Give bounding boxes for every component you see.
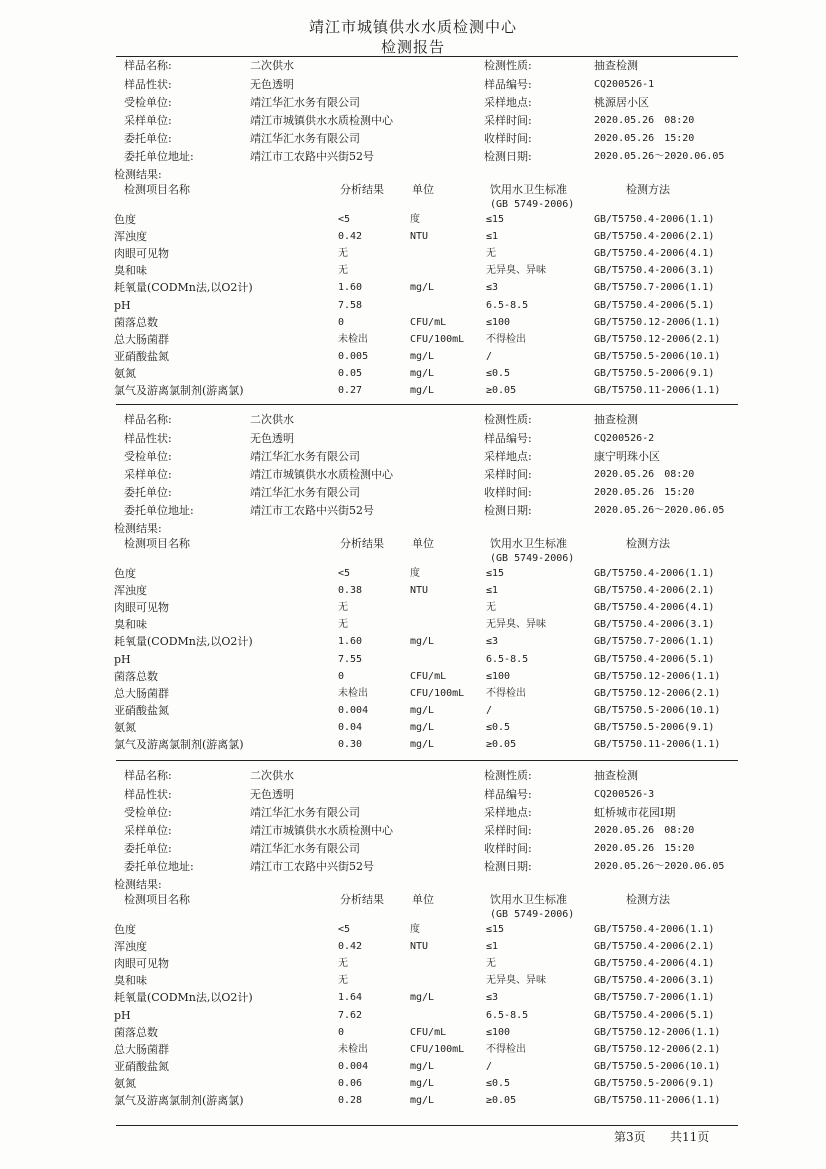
info-label: 委托单位: xyxy=(124,132,172,145)
info-label: 收样时间: xyxy=(484,132,532,145)
test-method: GB/T5750.12-2006(2.1) xyxy=(594,333,721,345)
info-value: 2020.05.26～2020.06.05 xyxy=(594,505,725,516)
test-method: GB/T5750.4-2006(3.1) xyxy=(594,619,715,631)
section-divider xyxy=(116,760,738,761)
test-standard: ≤0.5 xyxy=(486,367,511,379)
info-label: 采样地点: xyxy=(484,96,532,109)
test-method: GB/T5750.5-2006(10.1) xyxy=(594,1060,721,1072)
test-method: GB/T5750.4-2006(2.1) xyxy=(594,941,715,953)
info-label: 受检单位: xyxy=(124,450,172,463)
test-result: <5 xyxy=(338,214,351,225)
info-label: 委托单位: xyxy=(124,486,172,499)
test-method: GB/T5750.5-2006(9.1) xyxy=(594,1077,715,1089)
report-subtitle: 检测报告 xyxy=(380,38,445,56)
info-value: 靖江华汇水务有限公司 xyxy=(250,450,360,463)
test-standard: 无异臭、异味 xyxy=(486,265,546,277)
info-value: CQ200526-2 xyxy=(594,433,655,444)
test-standard: ≥0.05 xyxy=(486,385,517,396)
info-label: 样品性状: xyxy=(124,432,172,445)
test-item: 菌落总数 xyxy=(114,669,158,683)
column-header: 饮用水卫生标准 xyxy=(490,537,567,550)
test-result: 无 xyxy=(338,248,348,260)
info-label: 委托单位地址: xyxy=(124,150,194,163)
test-item: 浑浊度 xyxy=(114,940,147,954)
column-header: 检测项目名称 xyxy=(124,537,190,550)
test-method: GB/T5750.4-2006(3.1) xyxy=(594,265,715,277)
info-value: 二次供水 xyxy=(250,769,294,782)
test-method: GB/T5750.5-2006(10.1) xyxy=(594,350,721,362)
info-value: 二次供水 xyxy=(250,413,294,426)
test-method: GB/T5750.12-2006(2.1) xyxy=(594,1043,721,1055)
info-label: 采样地点: xyxy=(484,450,532,463)
test-method: GB/T5750.11-2006(1.1) xyxy=(594,1095,721,1106)
info-label: 样品名称: xyxy=(124,59,172,72)
info-label: 采样地点: xyxy=(484,806,532,819)
test-item: 耗氧量(CODMn法,以O2计) xyxy=(114,991,253,1005)
test-unit: mg/L xyxy=(410,739,435,750)
column-header: 检测方法 xyxy=(626,893,670,906)
test-unit: NTU xyxy=(410,941,429,953)
info-value: 2020.05.26 15:20 xyxy=(594,843,695,854)
test-method: GB/T5750.4-2006(4.1) xyxy=(594,248,715,260)
info-value: 靖江市工农路中兴街52号 xyxy=(250,504,374,517)
info-label: 采样时间: xyxy=(484,824,532,837)
test-item: 臭和味 xyxy=(114,264,147,278)
info-value: 靖江华汇水务有限公司 xyxy=(250,806,360,819)
column-header: 单位 xyxy=(412,183,434,196)
info-value: 无色透明 xyxy=(250,432,294,445)
info-value: 2020.05.26 08:20 xyxy=(594,469,695,480)
info-label: 受检单位: xyxy=(124,96,172,109)
test-item: 色度 xyxy=(114,567,136,580)
column-header: 饮用水卫生标准 xyxy=(490,183,567,196)
test-result: 0.38 xyxy=(338,585,363,597)
test-standard: 无异臭、异味 xyxy=(486,619,546,631)
info-value: 2020.05.26 08:20 xyxy=(594,825,695,836)
info-value: 靖江华汇水务有限公司 xyxy=(250,486,360,499)
column-header: (GB 5749-2006) xyxy=(490,909,575,920)
test-unit: mg/L xyxy=(410,992,435,1004)
test-item: 亚硝酸盐氮 xyxy=(114,349,169,363)
test-result: 0.42 xyxy=(338,231,363,243)
test-result: 0.27 xyxy=(338,385,363,396)
test-method: GB/T5750.4-2006(4.1) xyxy=(594,958,715,970)
test-standard: ≤3 xyxy=(486,636,499,648)
column-header: 检测方法 xyxy=(626,183,670,196)
test-result: 无 xyxy=(338,602,348,614)
test-item: 肉眼可见物 xyxy=(114,601,169,615)
test-method: GB/T5750.5-2006(10.1) xyxy=(594,704,721,716)
test-method: GB/T5750.4-2006(3.1) xyxy=(594,975,715,987)
test-item: 浑浊度 xyxy=(114,584,147,598)
info-value: 靖江华汇水务有限公司 xyxy=(250,132,360,145)
info-value: 2020.05.26 15:20 xyxy=(594,487,695,498)
test-unit: mg/L xyxy=(410,282,435,294)
sample-section xyxy=(0,767,826,1123)
column-header: 检测项目名称 xyxy=(124,893,190,906)
column-header: 检测方法 xyxy=(626,537,670,550)
test-result: 0 xyxy=(338,670,345,682)
info-label: 样品编号: xyxy=(484,432,532,445)
test-item: 亚硝酸盐氮 xyxy=(114,1059,169,1073)
test-item: 色度 xyxy=(114,213,136,226)
test-standard: ≥0.05 xyxy=(486,1095,517,1106)
test-item: 耗氧量(CODMn法,以O2计) xyxy=(114,635,253,649)
test-item: 肉眼可见物 xyxy=(114,247,169,261)
page-total: 共11页 xyxy=(670,1130,710,1144)
info-value: 无色透明 xyxy=(250,788,294,801)
test-result: 0.04 xyxy=(338,721,363,733)
test-item: pH xyxy=(114,298,131,312)
test-item: 臭和味 xyxy=(114,974,147,988)
test-unit: CFU/mL xyxy=(410,1026,447,1038)
info-value: 靖江市城镇供水水质检测中心 xyxy=(250,468,393,481)
test-method: GB/T5750.4-2006(2.1) xyxy=(594,585,715,597)
test-unit: mg/L xyxy=(410,1095,435,1106)
test-standard: ≤3 xyxy=(486,282,499,294)
test-method: GB/T5750.4-2006(5.1) xyxy=(594,1009,715,1021)
column-header: 单位 xyxy=(412,537,434,550)
info-value: 桃源居小区 xyxy=(594,96,649,109)
sample-section xyxy=(0,57,826,413)
info-label: 检测性质: xyxy=(484,59,532,72)
test-item: 总大肠菌群 xyxy=(114,332,169,346)
info-value: 靖江市工农路中兴街52号 xyxy=(250,860,374,873)
info-label: 委托单位地址: xyxy=(124,860,194,873)
test-standard: 无 xyxy=(486,958,496,970)
test-method: GB/T5750.4-2006(5.1) xyxy=(594,299,715,311)
test-method: GB/T5750.7-2006(1.1) xyxy=(594,636,715,648)
report-title: 靖江市城镇供水水质检测中心 xyxy=(308,18,517,36)
results-label: 检测结果: xyxy=(114,522,162,535)
test-result: 1.60 xyxy=(338,636,363,648)
info-value: 康宁明珠小区 xyxy=(594,450,660,463)
test-method: GB/T5750.4-2006(5.1) xyxy=(594,653,715,665)
bottom-rule xyxy=(116,1125,738,1126)
test-method: GB/T5750.4-2006(4.1) xyxy=(594,602,715,614)
info-value: 2020.05.26 08:20 xyxy=(594,115,695,126)
column-header: 分析结果 xyxy=(340,893,384,906)
test-unit: CFU/100mL xyxy=(410,687,465,699)
info-value: 虹桥城市花园Ⅰ期 xyxy=(594,806,676,819)
test-method: GB/T5750.11-2006(1.1) xyxy=(594,739,721,750)
info-label: 检测日期: xyxy=(484,504,532,517)
test-unit: NTU xyxy=(410,585,429,597)
test-standard: ≤1 xyxy=(486,231,499,243)
test-method: GB/T5750.4-2006(1.1) xyxy=(594,568,715,579)
info-label: 采样时间: xyxy=(484,468,532,481)
test-result: 0.42 xyxy=(338,941,363,953)
test-standard: 6.5-8.5 xyxy=(486,299,529,311)
test-unit: 度 xyxy=(410,214,420,225)
sample-section xyxy=(0,411,826,767)
info-label: 样品名称: xyxy=(124,413,172,426)
test-result: 7.55 xyxy=(338,653,363,665)
test-result: 7.62 xyxy=(338,1009,363,1021)
test-unit: CFU/100mL xyxy=(410,1043,465,1055)
test-standard: ≤15 xyxy=(486,214,505,225)
info-value: 靖江华汇水务有限公司 xyxy=(250,96,360,109)
test-unit: mg/L xyxy=(410,721,435,733)
info-label: 样品名称: xyxy=(124,769,172,782)
test-method: GB/T5750.7-2006(1.1) xyxy=(594,282,715,294)
test-standard: / xyxy=(486,1060,493,1072)
info-value: 靖江市城镇供水水质检测中心 xyxy=(250,824,393,837)
test-method: GB/T5750.5-2006(9.1) xyxy=(594,721,715,733)
info-value: 靖江华汇水务有限公司 xyxy=(250,842,360,855)
info-value: 2020.05.26～2020.06.05 xyxy=(594,861,725,872)
info-value: 靖江市城镇供水水质检测中心 xyxy=(250,114,393,127)
test-item: 总大肠菌群 xyxy=(114,1042,169,1056)
info-label: 委托单位: xyxy=(124,842,172,855)
column-header: 分析结果 xyxy=(340,537,384,550)
test-item: 氯气及游离氯制剂(游离氯) xyxy=(114,384,244,397)
test-result: 0.30 xyxy=(338,739,363,750)
test-method: GB/T5750.4-2006(1.1) xyxy=(594,924,715,935)
info-label: 检测日期: xyxy=(484,150,532,163)
test-item: 浑浊度 xyxy=(114,230,147,244)
test-result: 1.64 xyxy=(338,992,363,1004)
test-standard: ≥0.05 xyxy=(486,739,517,750)
test-unit: mg/L xyxy=(410,704,435,716)
test-standard: / xyxy=(486,350,493,362)
info-label: 检测性质: xyxy=(484,769,532,782)
info-value: 靖江市工农路中兴街52号 xyxy=(250,150,374,163)
info-value: CQ200526-3 xyxy=(594,789,655,800)
test-method: GB/T5750.12-2006(1.1) xyxy=(594,670,721,682)
test-result: 0 xyxy=(338,316,345,328)
test-result: <5 xyxy=(338,924,351,935)
results-label: 检测结果: xyxy=(114,168,162,181)
test-item: 色度 xyxy=(114,923,136,936)
info-label: 采样时间: xyxy=(484,114,532,127)
test-result: 0 xyxy=(338,1026,345,1038)
info-label: 样品性状: xyxy=(124,78,172,91)
test-method: GB/T5750.12-2006(1.1) xyxy=(594,1026,721,1038)
test-item: 耗氧量(CODMn法,以O2计) xyxy=(114,281,253,295)
column-header: 饮用水卫生标准 xyxy=(490,893,567,906)
test-standard: ≤3 xyxy=(486,992,499,1004)
test-standard: ≤1 xyxy=(486,941,499,953)
test-standard: 无 xyxy=(486,248,496,260)
info-label: 样品性状: xyxy=(124,788,172,801)
test-standard: 不得检出 xyxy=(486,687,526,699)
section-divider xyxy=(116,404,738,405)
test-item: 肉眼可见物 xyxy=(114,957,169,971)
test-unit: mg/L xyxy=(410,350,435,362)
test-result: <5 xyxy=(338,568,351,579)
info-label: 受检单位: xyxy=(124,806,172,819)
test-standard: ≤0.5 xyxy=(486,721,511,733)
test-item: pH xyxy=(114,1008,131,1022)
test-result: 0.005 xyxy=(338,350,369,362)
test-standard: / xyxy=(486,704,493,716)
test-standard: ≤15 xyxy=(486,568,505,579)
info-value: 抽查检测 xyxy=(594,769,638,782)
test-item: 臭和味 xyxy=(114,618,147,632)
test-standard: 6.5-8.5 xyxy=(486,1009,529,1021)
test-method: GB/T5750.12-2006(1.1) xyxy=(594,316,721,328)
info-value: 抽查检测 xyxy=(594,59,638,72)
column-header: (GB 5749-2006) xyxy=(490,199,575,210)
test-method: GB/T5750.4-2006(1.1) xyxy=(594,214,715,225)
test-result: 0.004 xyxy=(338,1060,369,1072)
test-item: 菌落总数 xyxy=(114,315,158,329)
test-result: 0.05 xyxy=(338,367,363,379)
test-item: 氯气及游离氯制剂(游离氯) xyxy=(114,738,244,751)
info-label: 样品编号: xyxy=(484,78,532,91)
info-value: 抽查检测 xyxy=(594,413,638,426)
test-standard: 不得检出 xyxy=(486,333,526,345)
test-standard: 无异臭、异味 xyxy=(486,975,546,987)
test-unit: NTU xyxy=(410,231,429,243)
test-result: 无 xyxy=(338,619,348,631)
test-item: pH xyxy=(114,652,131,666)
test-unit: 度 xyxy=(410,924,420,935)
page-number: 第3页 xyxy=(614,1130,646,1144)
test-method: GB/T5750.12-2006(2.1) xyxy=(594,687,721,699)
test-unit: CFU/mL xyxy=(410,670,447,682)
test-result: 1.60 xyxy=(338,282,363,294)
test-unit: mg/L xyxy=(410,385,435,396)
test-unit: CFU/mL xyxy=(410,316,447,328)
test-result: 无 xyxy=(338,958,348,970)
test-standard: ≤100 xyxy=(486,1026,511,1038)
test-result: 0.004 xyxy=(338,704,369,716)
test-standard: 不得检出 xyxy=(486,1043,526,1055)
test-item: 菌落总数 xyxy=(114,1025,158,1039)
test-method: GB/T5750.7-2006(1.1) xyxy=(594,992,715,1004)
test-standard: ≤100 xyxy=(486,670,511,682)
test-result: 无 xyxy=(338,975,348,987)
test-method: GB/T5750.11-2006(1.1) xyxy=(594,385,721,396)
test-item: 氯气及游离氯制剂(游离氯) xyxy=(114,1094,244,1107)
test-unit: mg/L xyxy=(410,636,435,648)
info-label: 采样单位: xyxy=(124,468,172,481)
results-label: 检测结果: xyxy=(114,878,162,891)
test-result: 未检出 xyxy=(338,1043,368,1055)
test-unit: mg/L xyxy=(410,1060,435,1072)
info-value: 2020.05.26～2020.06.05 xyxy=(594,151,725,162)
test-standard: 6.5-8.5 xyxy=(486,653,529,665)
column-header: 分析结果 xyxy=(340,183,384,196)
column-header: (GB 5749-2006) xyxy=(490,553,575,564)
info-value: CQ200526-1 xyxy=(594,79,655,90)
test-result: 7.58 xyxy=(338,299,363,311)
test-standard: ≤15 xyxy=(486,924,505,935)
info-label: 采样单位: xyxy=(124,114,172,127)
test-result: 无 xyxy=(338,265,348,277)
info-label: 收样时间: xyxy=(484,486,532,499)
test-standard: ≤100 xyxy=(486,316,511,328)
test-standard: 无 xyxy=(486,602,496,614)
info-label: 样品编号: xyxy=(484,788,532,801)
column-header: 单位 xyxy=(412,893,434,906)
test-result: 未检出 xyxy=(338,687,368,699)
test-item: 氨氮 xyxy=(114,366,136,380)
test-item: 亚硝酸盐氮 xyxy=(114,703,169,717)
test-standard: ≤0.5 xyxy=(486,1077,511,1089)
info-label: 检测日期: xyxy=(484,860,532,873)
test-unit: CFU/100mL xyxy=(410,333,465,345)
info-label: 收样时间: xyxy=(484,842,532,855)
column-header: 检测项目名称 xyxy=(124,183,190,196)
test-unit: mg/L xyxy=(410,367,435,379)
test-item: 氨氮 xyxy=(114,1076,136,1090)
test-item: 氨氮 xyxy=(114,720,136,734)
test-standard: ≤1 xyxy=(486,585,499,597)
test-result: 未检出 xyxy=(338,333,368,345)
info-label: 检测性质: xyxy=(484,413,532,426)
info-label: 委托单位地址: xyxy=(124,504,194,517)
test-item: 总大肠菌群 xyxy=(114,686,169,700)
info-label: 采样单位: xyxy=(124,824,172,837)
test-method: GB/T5750.5-2006(9.1) xyxy=(594,367,715,379)
test-method: GB/T5750.4-2006(2.1) xyxy=(594,231,715,243)
info-value: 2020.05.26 15:20 xyxy=(594,133,695,144)
info-value: 二次供水 xyxy=(250,59,294,72)
test-unit: 度 xyxy=(410,568,420,579)
test-result: 0.28 xyxy=(338,1095,363,1106)
test-unit: mg/L xyxy=(410,1077,435,1089)
test-result: 0.06 xyxy=(338,1077,363,1089)
info-value: 无色透明 xyxy=(250,78,294,91)
